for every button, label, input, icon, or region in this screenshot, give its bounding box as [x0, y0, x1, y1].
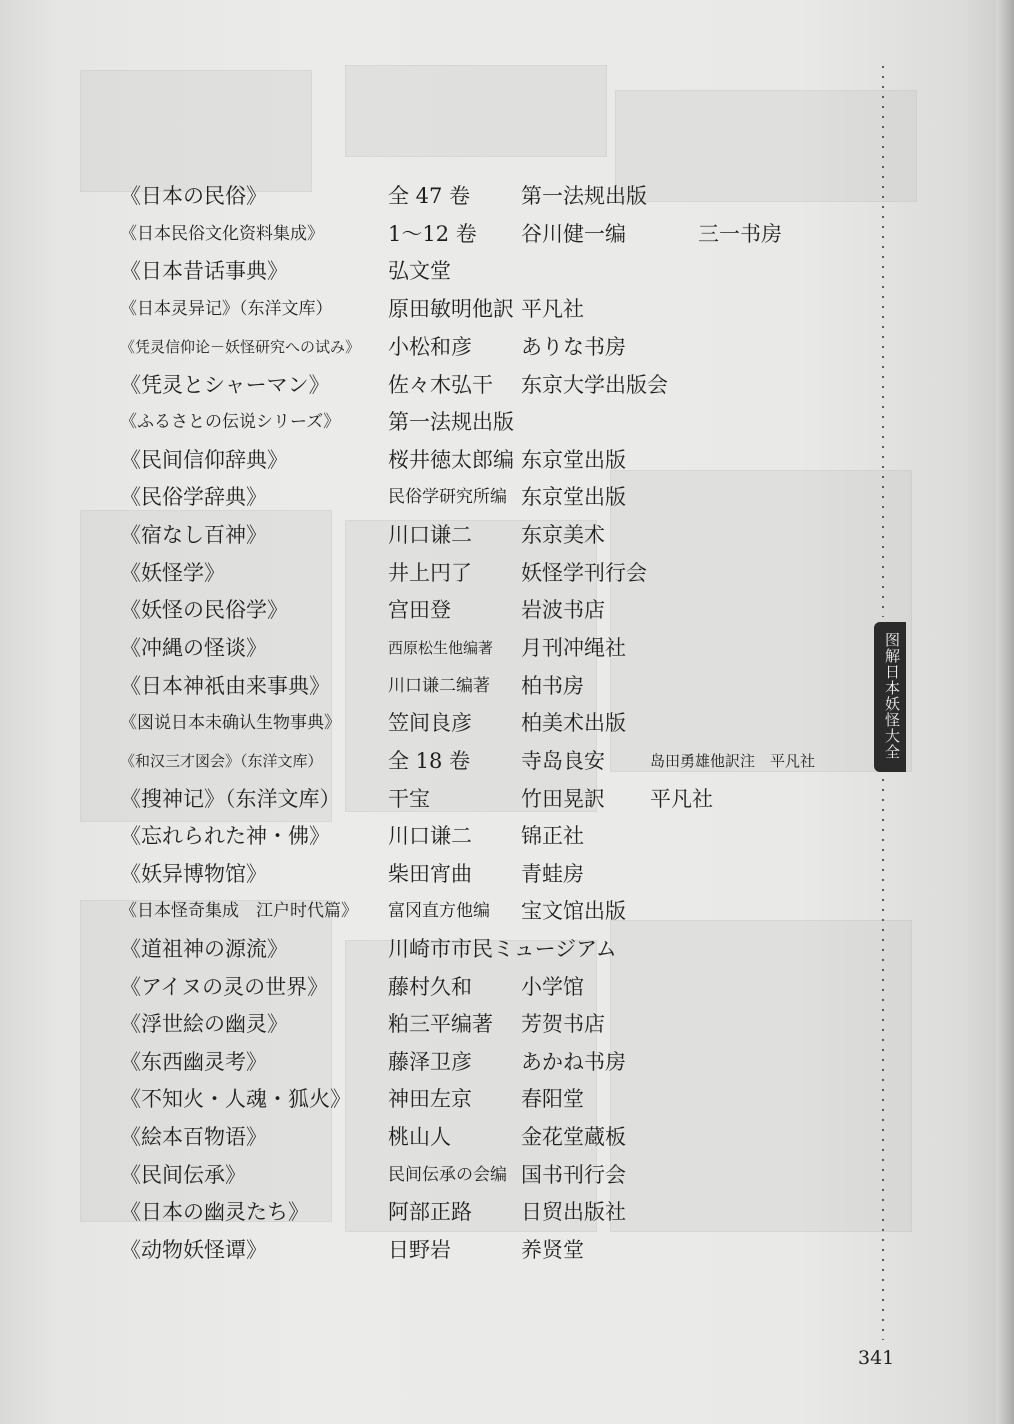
- author: 藤村久和: [388, 975, 472, 999]
- book-title: 《忘れられた神・佛》: [120, 824, 330, 848]
- book-title: 《アイヌの灵の世界》: [120, 975, 329, 999]
- list-item: [0, 330, 900, 364]
- list-item: [0, 405, 900, 439]
- publisher: 平凡社: [521, 297, 584, 321]
- publisher: あかね书房: [521, 1050, 626, 1074]
- publisher: 三一书房: [698, 222, 782, 246]
- author-or-volumes: 全 47 卷: [388, 184, 471, 208]
- list-item: [0, 556, 900, 590]
- publisher: 月刊冲绳社: [521, 636, 626, 660]
- list-item: [0, 857, 900, 891]
- publisher-or-editor: 谷川健一编: [521, 222, 626, 246]
- book-title: 《浮世絵の幽灵》: [120, 1012, 288, 1036]
- book-title: 《和汉三才図会》（东洋文库）: [120, 752, 323, 770]
- book-title: 《妖怪の民俗学》: [120, 598, 288, 622]
- author: 小松和彦: [388, 335, 472, 359]
- publisher: 日贸出版社: [521, 1200, 626, 1224]
- translator: 竹田晃訳: [521, 787, 605, 811]
- publisher: 国书刊行会: [521, 1163, 626, 1187]
- book-title: 《図说日本未确认生物事典》: [120, 713, 341, 733]
- list-item: [0, 1007, 900, 1041]
- author: 民俗学研究所编: [388, 487, 507, 507]
- publisher: 青蛙房: [521, 862, 584, 886]
- author: 神田左京: [388, 1087, 472, 1111]
- volumes: 全 18 卷: [388, 749, 471, 773]
- list-item: [0, 254, 900, 288]
- author: 民间伝承の会编: [388, 1165, 507, 1185]
- publisher: 金花堂蔵板: [521, 1125, 626, 1149]
- author: 川口谦二编著: [388, 676, 490, 696]
- author: 西原松生他编著: [388, 639, 494, 657]
- list-item: [0, 1195, 900, 1229]
- book-title: 《日本の幽灵たち》: [120, 1200, 309, 1224]
- book-title: 《凭灵信仰论－妖怪研究への试み》: [120, 338, 361, 356]
- book-title: 《日本昔话事典》: [120, 259, 288, 283]
- page-edge: [996, 0, 1014, 1424]
- list-item: [0, 631, 900, 665]
- author-or-volumes: 1～12 卷: [388, 222, 477, 246]
- book-title: 《宿なし百神》: [120, 523, 267, 547]
- author: 桜井徳太郎编: [388, 448, 514, 472]
- author: 藤泽卫彦: [388, 1050, 472, 1074]
- list-item: [0, 744, 900, 778]
- list-item: [0, 593, 900, 627]
- list-item: [0, 669, 900, 703]
- book-title: 《搜神记》（东洋文库）: [120, 787, 341, 811]
- side-tab-label: 图解日本妖怪大全: [883, 632, 901, 760]
- publisher: 宝文馆出版: [521, 899, 626, 923]
- book-title: 《日本民俗文化资料集成》: [120, 224, 324, 244]
- book-title: 《日本怪奇集成 江户时代篇》: [120, 901, 358, 921]
- publisher: ありな书房: [521, 335, 626, 359]
- publisher: 东京堂出版: [521, 448, 626, 472]
- page-number: 341: [858, 1347, 895, 1369]
- book-title: 《凭灵とシャーマン》: [120, 373, 330, 397]
- translator-publisher: 岛田勇雄他訳注 平凡社: [650, 752, 816, 770]
- publisher: 柏美术出版: [521, 711, 626, 735]
- publisher: 妖怪学刊行会: [521, 561, 647, 585]
- list-item: [0, 782, 900, 816]
- list-item: [0, 518, 900, 552]
- list-item: [0, 1120, 900, 1154]
- author: 井上円了: [388, 561, 472, 585]
- publisher: 第一法规出版: [388, 410, 514, 434]
- list-item: [0, 368, 900, 402]
- list-item: [0, 179, 900, 213]
- publisher: 芳贺书店: [521, 1012, 605, 1036]
- list-item: [0, 1045, 900, 1079]
- publisher: 春阳堂: [521, 1087, 584, 1111]
- author: 宫田登: [388, 598, 451, 622]
- book-title: 《妖怪学》: [120, 561, 225, 585]
- book-title: 《民间信仰辞典》: [120, 448, 288, 472]
- author: 粕三平编著: [388, 1012, 493, 1036]
- publisher: 岩波书店: [521, 598, 605, 622]
- list-item: [0, 1082, 900, 1116]
- book-title: 《絵本百物语》: [120, 1125, 267, 1149]
- publisher: 平凡社: [650, 787, 713, 811]
- list-item: [0, 1158, 900, 1192]
- list-item: [0, 1233, 900, 1267]
- author: 原田敏明他訳: [388, 297, 514, 321]
- author: 川崎市市民ミュージアム: [388, 937, 617, 961]
- list-item: [0, 443, 900, 477]
- publisher: 弘文堂: [388, 259, 451, 283]
- author: 川口谦二: [388, 523, 472, 547]
- list-item: [0, 480, 900, 514]
- author: 笠间良彦: [388, 711, 472, 735]
- list-item: [0, 706, 900, 740]
- book-title: 《日本灵异记》（东洋文库）: [120, 299, 333, 319]
- author: 干宝: [388, 787, 430, 811]
- list-item: [0, 932, 900, 966]
- book-title: 《不知火・人魂・狐火》: [120, 1087, 351, 1111]
- list-item: [0, 970, 900, 1004]
- book-title: 《动物妖怪谭》: [120, 1238, 267, 1262]
- book-title: 《民俗学辞典》: [120, 485, 267, 509]
- publisher: 东京美术: [521, 523, 605, 547]
- publisher-or-editor: 第一法规出版: [521, 184, 647, 208]
- book-title: 《ふるさとの伝说シリーズ》: [120, 412, 341, 432]
- author: 桃山人: [388, 1125, 451, 1149]
- author: 富冈直方他编: [388, 901, 490, 921]
- list-item: [0, 217, 900, 251]
- list-item: [0, 894, 900, 928]
- book-title: 《东西幽灵考》: [120, 1050, 267, 1074]
- author: 佐々木弘干: [388, 373, 493, 397]
- publisher: 柏书房: [521, 674, 584, 698]
- book-title: 《妖异博物馆》: [120, 862, 267, 886]
- book-title: 《道祖神の源流》: [120, 937, 288, 961]
- publisher: 东京堂出版: [521, 485, 626, 509]
- book-title: 《日本の民俗》: [120, 184, 267, 208]
- book-title: 《日本神祇由来事典》: [120, 674, 330, 698]
- publisher: 养贤堂: [521, 1238, 584, 1262]
- author: 阿部正路: [388, 1200, 472, 1224]
- book-title: 《冲縄の怪谈》: [120, 636, 267, 660]
- author: 柴田宵曲: [388, 862, 472, 886]
- publisher: 锦正社: [521, 824, 584, 848]
- author: 寺岛良安: [521, 749, 605, 773]
- publisher: 小学馆: [521, 975, 584, 999]
- publisher: 东京大学出版会: [521, 373, 668, 397]
- list-item: [0, 819, 900, 853]
- author: 川口谦二: [388, 824, 472, 848]
- book-title: 《民间伝承》: [120, 1163, 246, 1187]
- author: 日野岩: [388, 1238, 451, 1262]
- list-item: [0, 292, 900, 326]
